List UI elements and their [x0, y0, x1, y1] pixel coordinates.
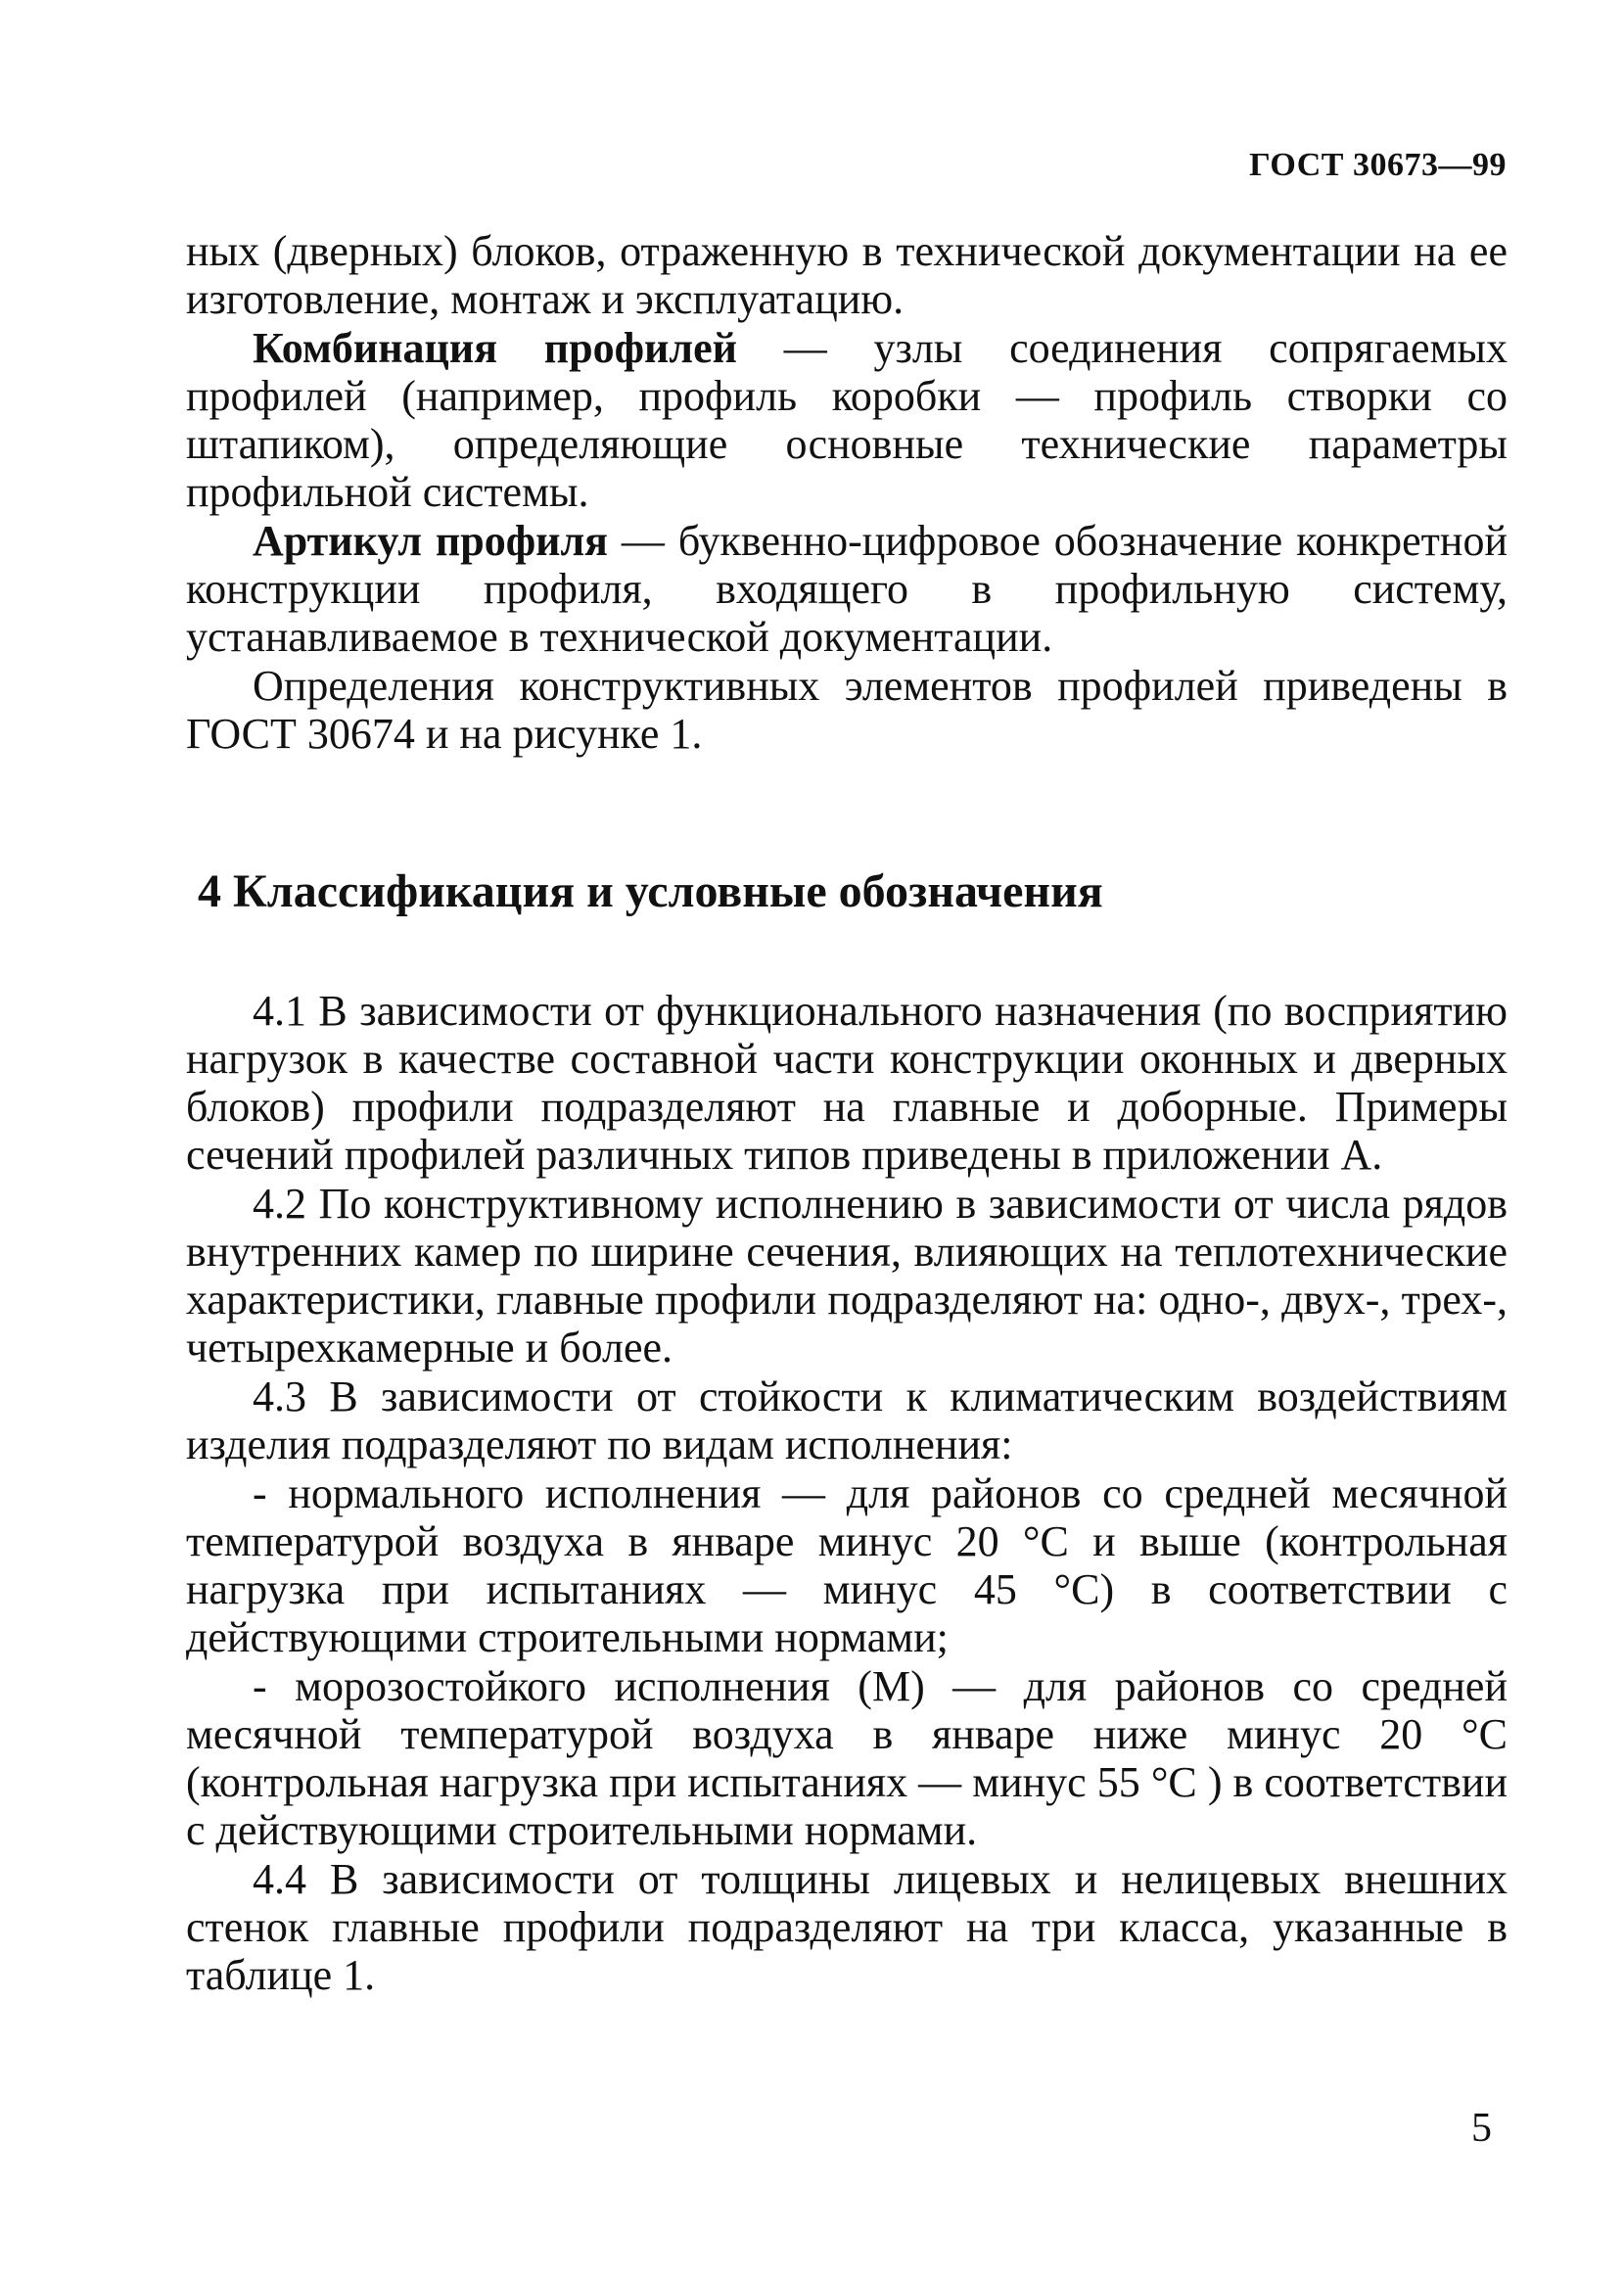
continued-paragraph: ных (дверных) блоков, отраженную в технической документации на ее изготовление, монтаж и эксплуатацию. [186, 227, 1508, 323]
clause-4-4: 4.4 В зависимости от толщины лицевых и нелицевых внешних стенок главные профили подразделяют на три класса, указанные в таблице 1. [186, 1855, 1508, 1999]
definitions-reference-paragraph: Определения конструктивных элементов профилей приведены в ГОСТ 30674 и на рисунке 1. [186, 662, 1508, 758]
section-heading: 4 Классификация и условные обозначения [198, 865, 1103, 917]
clause-4-2: 4.2 По конструктивному исполнению в зависимости от числа рядов внутренних камер по ширине сечения, влияющих на теплотехнические характеристики, главные профили подразделяют на: одно-, двух-, трех-, четырехкамерные и более. [186, 1180, 1508, 1372]
definition-text: — узлы соединения сопрягаемых профилей (например, профиль коробки — профиль створки со штапиком), определяющие основные технические параметры профильной системы. [186, 324, 1508, 516]
document-code: ГОСТ 30673—99 [1249, 147, 1507, 183]
page-number: 5 [1471, 2106, 1492, 2151]
term-profile-combination: Комбинация профилей [253, 324, 737, 372]
page-body [186, 227, 1508, 1999]
definition-text: — буквенно-цифровое обозначение конкретной конструкции профиля, входящего в профильную систему, устанавливаемое в технической документации. [186, 517, 1508, 661]
definition-profile-article [186, 517, 1508, 661]
list-item-frost-resistant-version: - морозостойкого исполнения (М) — для районов со средней месячной температурой воздуха в январе ниже минус 20 °С (контрольная нагрузка при испытаниях — минус 55 °С ) в соответствии с действующими строительными нормами. [186, 1662, 1508, 1854]
clause-4-3: 4.3 В зависимости от стойкости к климатическим воздействиям изделия подразделяют по видам исполнения: [186, 1373, 1508, 1468]
definition-profile-combination [186, 324, 1508, 516]
list-item-normal-version: - нормального исполнения — для районов со средней месячной температурой воздуха в январе минус 20 °С и выше (контрольная нагрузка при испытаниях — минус 45 °С) в соответствии с действующими строительными нормами; [186, 1469, 1508, 1661]
clause-4-1: 4.1 В зависимости от функционального назначения (по восприятию нагрузок в качестве составной части конструкции оконных и дверных блоков) профили подразделяют на главные и доборные. Примеры сечений профилей различных типов приведены в приложении А. [186, 987, 1508, 1179]
term-profile-article: Артикул профиля [253, 517, 608, 565]
